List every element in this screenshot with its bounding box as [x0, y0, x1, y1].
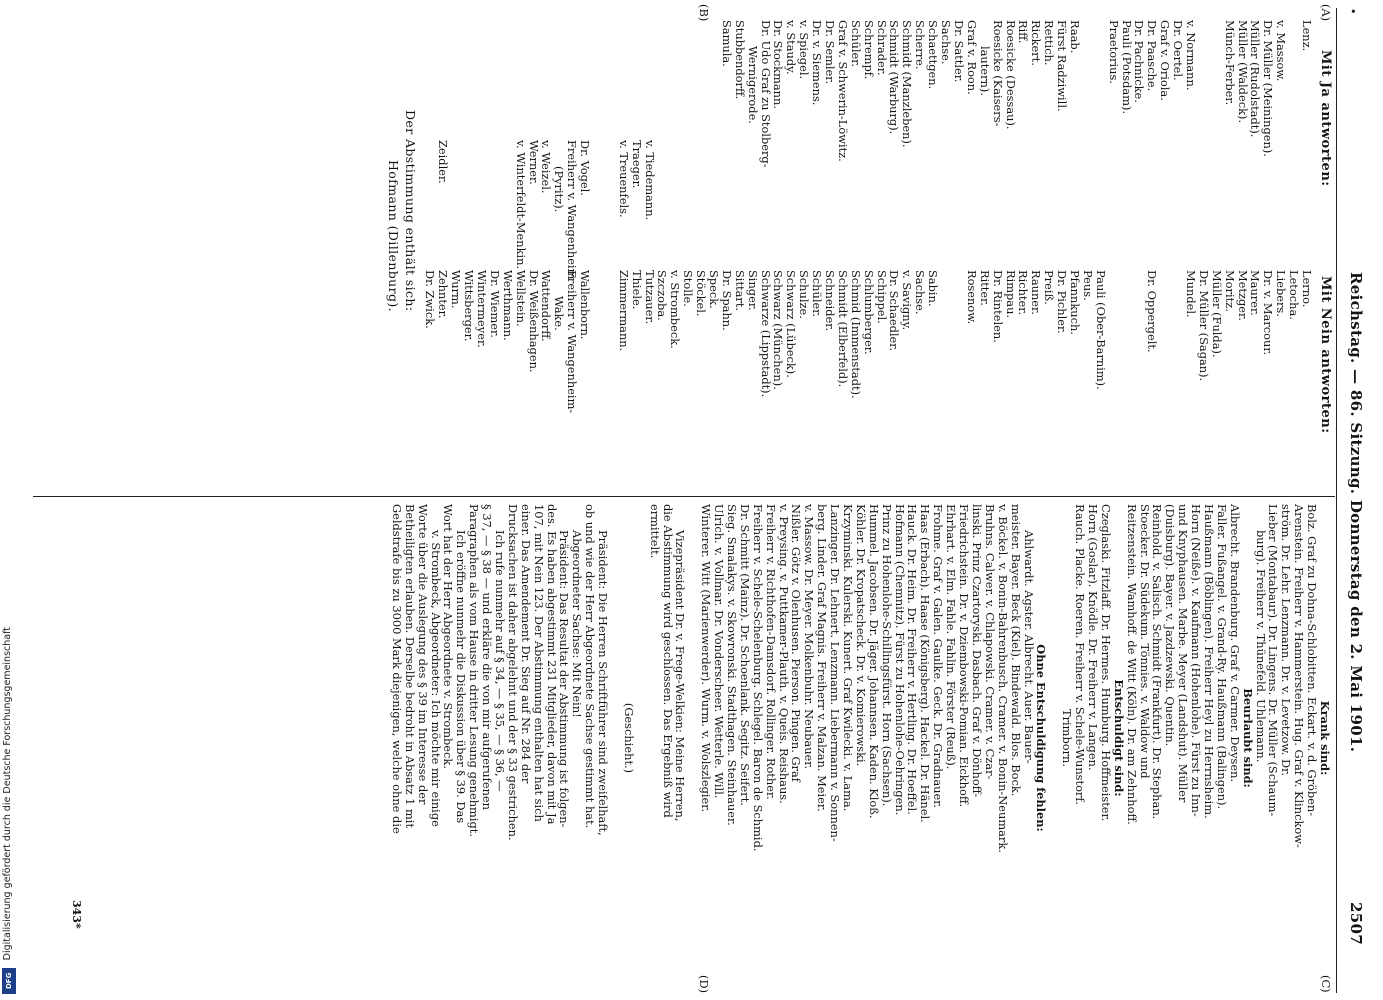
name-entry [591, 270, 604, 496]
name-entry: Dr. Vogel. [578, 140, 593, 196]
ohne-line: Friedrichstein. Dr. v. Dziembowski-Pomian. Eickhoff. [957, 504, 972, 808]
name-entry [1287, 20, 1300, 138]
marker-b: (B) [697, 4, 711, 22]
debate-line: § 37, — § 38 — und erkläre die von mir aufgerufenen [480, 504, 495, 811]
name-entry: Fürst Radziwill. [1055, 20, 1070, 112]
debate-line: 107, mit Nein 123. Der Abstimmung enthalten hat sich [531, 504, 546, 822]
name-entry: Dr. Spahn. [719, 270, 734, 331]
name-entry: Dr. Müller (Meiningen). [1261, 20, 1276, 157]
name-entry: Roesicke (Dessau). [1003, 20, 1018, 130]
debate-line: Vizepräsident Dr. v. Frege-Welkien: Meine Herren, [673, 530, 688, 822]
name-entry: Werner. [526, 140, 541, 185]
ohne-heading: Ohne Entschuldigung fehlen: [1034, 644, 1049, 832]
name-entry: v. Treuenfels. [616, 140, 631, 218]
name-entry [733, 140, 746, 270]
page-dot: • [1346, 8, 1359, 15]
name-entry: Schippel. [874, 270, 889, 324]
name-entry: v. Spiegel. [797, 20, 812, 80]
name-entry [1133, 140, 1146, 270]
name-entry: Dr. Pichler. [1055, 270, 1070, 334]
krank-heading: Krank sind: [1318, 700, 1332, 776]
name-entry [591, 140, 604, 270]
name-entry [1210, 140, 1223, 270]
beurlaubt-line: Reitzenstein. Wamhoff. de Witt (Köln). Dr. am Zehnhoff. [1124, 504, 1139, 825]
name-entry: Samula. [719, 20, 734, 67]
name-entry: Dr. Weißenhagen. [526, 270, 541, 373]
name-entry [1120, 140, 1133, 270]
name-entry: Stöckel. [694, 270, 709, 317]
name-entry: Schüler. [810, 270, 825, 318]
name-entry: Moritz. [1222, 270, 1237, 312]
ja-heading: Mit Ja antworten: [1318, 50, 1333, 187]
ja-list-column-1 [719, 20, 1314, 168]
name-entry: Peus. [1080, 270, 1095, 301]
name-entry [1081, 140, 1094, 270]
ohne-line: Haas (Erbach). Haase (Königsberg). Hackel. Dr. Hänel. [918, 504, 933, 823]
name-entry: Traeger. [629, 140, 644, 189]
name-entry: Mundel. [1183, 270, 1198, 318]
name-entry [1133, 270, 1146, 496]
name-entry: v. Weizel. [539, 140, 554, 194]
name-entry [1158, 270, 1171, 496]
debate-line: des. Es haben abgestimmt 231 Mitglieder, davon mit Ja [544, 504, 559, 825]
debate-line: Drucksachen ist daher abgelehnt und der § 33 gestrichen. [505, 504, 520, 841]
debate-line: Betheiligten erlauben. Derselbe bedroht in Absatz 1 mit [402, 504, 417, 829]
spacer [609, 504, 622, 972]
name-entry [901, 140, 914, 270]
name-entry: Thiele. [629, 270, 644, 310]
name-entry [913, 140, 926, 270]
name-entry [823, 140, 836, 270]
name-entry: Rettich. [1042, 20, 1057, 66]
name-entry: Schrempf. [861, 20, 876, 80]
marker-d: (D) [697, 975, 711, 994]
name-entry [604, 140, 617, 270]
name-entry: Dr. Oppergelt. [1145, 270, 1160, 353]
name-entry: Freiherr v. Wangenheim- [565, 270, 580, 414]
name-entry [656, 140, 669, 270]
name-entry: Riff. [1016, 20, 1031, 44]
beurlaubt-line: Faller. Fußangel. v. Grand-Ry. Haußmann (Balingen). [1214, 504, 1229, 810]
column-divider [33, 496, 1335, 497]
name-entry [952, 140, 965, 270]
name-entry: Dr. Oertel. [1171, 20, 1186, 81]
debate-line: einer. Das Amendement Dr. Sieg auf Nr. 284 der [518, 504, 533, 784]
entschuldigt-line: Horn (Goslar). Knödle. Dr. Freiherr v. Langen. [1085, 504, 1100, 771]
name-entry: Wattendorff. [539, 270, 554, 342]
name-entry: Preiß. [1042, 270, 1057, 305]
name-entry: Zeidler. [436, 140, 451, 184]
name-entry [1236, 140, 1249, 270]
ohne-line: Winterer. Witt (Marienwerder). Wurm. v. Wolszlegier. [699, 504, 714, 813]
name-entry [1017, 140, 1030, 270]
name-entry [475, 140, 488, 270]
name-entry: (Pyritz). [552, 166, 567, 213]
signature-mark: 343* [70, 900, 83, 929]
ohne-line: Köhler. Dr. Kropatscheck. Dr. v. Komierowski. [853, 504, 868, 767]
digitization-strip [0, 0, 20, 1000]
name-entry [1197, 20, 1210, 138]
name-entry: Wurm. [449, 270, 464, 309]
name-entry: Wernigerode. [745, 46, 760, 124]
name-entry [965, 140, 978, 270]
debate-line: Ich eröffne nunmehr die Diskussion über § 39. Das [454, 530, 469, 824]
entschuldigt-line: Czeglaski. Fitzlaff. Dr. Hermes. Humburg. Hoffmeister. [1098, 504, 1113, 822]
name-entry [978, 140, 991, 270]
name-entry: Pfannkuch. [1067, 270, 1082, 335]
name-entry: Dr. Semler. [823, 20, 838, 85]
name-entry: Lenz. [1300, 20, 1314, 52]
name-entry: Rosenow. [964, 270, 979, 325]
name-entry: Praetorius. [1106, 20, 1121, 84]
entschuldigt-line: Rauch. Placke. Roeren. Freiherr v. Schele-Wunstorf. [1073, 504, 1088, 805]
name-entry [1081, 20, 1094, 138]
name-entry: Schüler. [848, 20, 863, 68]
name-entry: Schneider. [823, 270, 838, 332]
name-entry: Scherre. [913, 20, 928, 70]
debate-line: die Abstimmung wird geschlossen. Das Ergebniß wird [660, 504, 675, 818]
beurlaubt-line: Albrecht. Brandenburg. Graf v. Carmer. Deysen. [1227, 504, 1242, 783]
name-entry: Werthmann. [500, 270, 515, 341]
beurlaubt-line: Haußmann (Böblingen). Freiherr Heyl zu Herrnsheim. [1201, 504, 1216, 819]
name-entry [1249, 140, 1262, 270]
name-entry [1171, 270, 1184, 496]
debate-line: Abgeordneter Sachse: Mit Nein! [570, 530, 585, 718]
debate-line: Ich rufe nunmehr auf § 34, — § 35, — § 36, — [493, 530, 507, 792]
marker-a: (A) [1319, 4, 1333, 22]
name-entry: Maurer. [1248, 270, 1263, 316]
name-entry: v. Normann. [1183, 20, 1198, 91]
name-entry: Raab. [1067, 20, 1082, 54]
debate-line: Worte über die Auslegung des § 39 im Interesse der [415, 504, 430, 805]
name-entry [759, 140, 772, 270]
ohne-line: v. Massow. Dr. Meyer. Molkenbuhr. Neubauer. [802, 504, 817, 770]
name-entry [1029, 140, 1042, 270]
name-entry [604, 270, 617, 496]
name-entry: Dr. Stockmann. [771, 20, 786, 109]
spacer [686, 504, 699, 972]
name-entry: Sabin. [926, 270, 941, 307]
name-entry: Graf v. Schwerin-Löwitz. [835, 20, 850, 162]
name-entry [991, 140, 1004, 270]
beurlaubt-line: und Knyphausen. Marbe. Meyer (Landshut). Müller [1176, 504, 1191, 803]
ohne-line: Ahlwardt. Agster. Albrecht. Auer. Bauer- [1021, 530, 1036, 764]
name-entry [810, 140, 823, 270]
krank-line: Bolz. Graf zu Dohna-Schlobitten. Eckart. v. d. Gröben- [1305, 504, 1320, 817]
name-entry: Dr. v. Marcour. [1261, 270, 1276, 356]
name-entry: Tutzauer. [642, 270, 657, 325]
name-entry: Roesicke (Kaisers- [990, 20, 1005, 127]
name-entry: Dr. Zwick. [423, 270, 438, 329]
name-entry: Dr. v. Siemens. [810, 20, 825, 106]
ohne-line: Hummel. Jacobsen. Dr. Jäger. Johannsen. Kaden. Kloß. [866, 504, 881, 819]
ohne-line: linski. Prinz Czartoryski. Dasbach. Graf v. Dönhoff- [969, 504, 984, 798]
ohne-line: Nißler. Götz v. Olenhusen. Pierson. Pingen. Graf [789, 504, 804, 782]
name-entry [1120, 270, 1133, 496]
name-entry: Müller (Waldeck). [1235, 20, 1250, 124]
name-entry [449, 140, 462, 270]
entschuldigt-heading: Entschuldigt sind: [1111, 679, 1126, 797]
name-entry: Münch-Ferber. [1222, 20, 1237, 106]
ohne-line: Ulrich. v. Vollmar. Dr. Vonderscheer. Wetterle. Will. [712, 504, 727, 799]
ohne-line: v. Böckel. v. Bonin-Bahrenbusch. Cramer. v. Bonin-Neumark. [995, 504, 1010, 853]
name-entry: Metzger. [1235, 270, 1250, 321]
page-header-title: Reichstag. — 86. Sitzung. Donnerstag den 2. Mai 1901. [1347, 272, 1365, 753]
name-entry [862, 140, 875, 270]
name-entry: Müller (Rudolstadt). [1248, 20, 1263, 138]
debate-line: Paragraphen als vom Hause in dritter Lesung genehmigt. [467, 504, 482, 837]
name-entry: v. Tiedemann. [642, 140, 657, 221]
digitization-notice: Digitalisierung gefördert durch die Deutsche Forschungsgemeinschaft [2, 626, 13, 960]
beurlaubt-line: Horn (Neiße). v. Kaufmann (Hohenlohe). Fürst zu Inn- [1189, 504, 1204, 817]
name-entry: lautern). [977, 46, 992, 96]
name-entry [1107, 270, 1120, 496]
name-entry: v. Massow. [1274, 20, 1289, 82]
ja-list-column-2 [436, 140, 1313, 280]
name-entry: Müller (Fulda). [1209, 270, 1224, 358]
abstention-name: Hofmann (Dillenburg). [386, 160, 401, 313]
name-entry: Rickert. [1029, 20, 1044, 66]
name-entry [797, 140, 810, 270]
name-entry [1004, 140, 1017, 270]
name-entry: Rauner. [1029, 270, 1044, 315]
debate-line: ermittelt. [647, 504, 662, 559]
name-entry: v. Strombeck. [668, 270, 683, 349]
name-entry: v. Staudy. [784, 20, 799, 75]
name-entry: Wintermeyer. [475, 270, 489, 348]
name-entry [1158, 140, 1171, 270]
name-entry [707, 140, 720, 270]
name-entry: Dr. Sattler. [951, 20, 966, 83]
debate-line: ob und wie der Herr Abgeordnete Sachse gestimmt hat. [583, 504, 598, 829]
name-entry: Singer. [745, 270, 760, 311]
krank-line: burg). Freiherr v. Thünefeld. Uhlemann. [1253, 530, 1268, 763]
name-entry [1223, 140, 1236, 270]
name-entry: Schwarze (Lippstadt). [758, 270, 773, 398]
name-entry [875, 140, 888, 270]
ohne-line: Sieg. Smalakys. v. Skowronski. Stadthagen. Steinhauer. [725, 504, 740, 826]
name-entry: Schlumberger. [861, 270, 876, 355]
name-entry: Szczoba. [655, 270, 670, 321]
name-entry: v. Savigny. [900, 270, 915, 331]
ohne-line: Freiherr v. Schele-Schelenburg. Schlegel. Baron de Schmid. [750, 504, 765, 852]
ohne-line: Prinz zu Hohenlohe-Schillingsfürst. Horn (Sachsen). [879, 504, 894, 807]
name-entry [488, 140, 501, 270]
name-entry: Schaettgen. [926, 20, 941, 90]
ohne-line: Bruhns. Calwer. v. Chlapowski. Cramer. v. Czar- [982, 504, 997, 780]
name-entry: Graf v. Roon. [964, 20, 979, 95]
name-entry: Freiherr v. Wangenheim [565, 140, 580, 280]
name-entry: Schmid (Immenstadt). [848, 270, 863, 399]
ohne-line: Dr. Schmitt (Mainz). Dr. Schoenlank. Segitz. Seifert. [737, 504, 752, 806]
krank-line: ström. Dr. Lehr. Lenzmann. Dr. v. Levetzow. Dr. [1279, 504, 1294, 776]
name-entry: Sachse. [913, 270, 928, 315]
name-entry [1210, 20, 1223, 138]
beurlaubt-line: (Duisburg). Bayer. v. Jazdzewski. Quentin. [1163, 504, 1178, 747]
name-entry: v. Winterfeldt-Menkin. [513, 140, 528, 270]
name-entry [462, 140, 475, 270]
name-entry: Sachse. [939, 20, 954, 65]
name-entry [772, 140, 785, 270]
name-entry [1068, 140, 1081, 270]
name-entry: Schulze. [797, 270, 812, 319]
name-entry: Dr. Wiemer. [487, 270, 502, 338]
name-entry [836, 140, 849, 270]
name-entry: Pauli (Potsdam). [1119, 20, 1134, 115]
ohne-line: Freiherr v. Richthofen-Damsdorf. Rollinger. Rother. [763, 504, 778, 800]
name-entry: Dr. Paasche. [1145, 20, 1160, 92]
name-entry: Wallenborn. [578, 270, 593, 340]
name-entry: Zimmermann. [616, 270, 631, 352]
debate-line: v. Strombeck, Abgeordneter: Ich möchte mir einige [428, 530, 443, 827]
ohne-line: v. Preysing. v. Puttkamer-Plauth. v. Queis. Reishaus. [776, 504, 791, 804]
beurlaubt-heading: Beurlaubt sind: [1240, 688, 1255, 788]
debate-line: (Geschieht.) [621, 702, 636, 774]
name-entry [746, 140, 759, 270]
right-text-column [390, 504, 1331, 972]
name-entry: Letocha. [1287, 270, 1302, 320]
name-entry [1145, 140, 1158, 270]
name-entry [888, 140, 901, 270]
name-entry [681, 140, 694, 270]
name-entry: Schrader. [874, 20, 889, 76]
ohne-line: Hofmann (Chemnitz). Fürst zu Hohenlohe-Oehringen. [892, 504, 907, 816]
debate-line: Präsident: Die Herren Schriftführer sind zweifelhaft, [596, 530, 611, 836]
name-entry [939, 140, 952, 270]
krank-line: Arenstein. Freiherr v. Hammerstein. Hug. Graf v. Klinckow- [1292, 504, 1307, 848]
name-entry [1274, 140, 1287, 270]
name-entry: Zehnter. [436, 270, 451, 319]
name-entry: Schmidt (Elberfeld). [835, 270, 850, 388]
name-entry [694, 140, 707, 270]
name-entry: Wellstein. [513, 270, 528, 327]
name-entry [1197, 140, 1210, 270]
name-entry: Wake. [552, 296, 567, 331]
name-entry: Dr. Schaedler. [887, 270, 902, 352]
name-entry [1287, 140, 1300, 270]
name-entry: Wittsberger. [462, 270, 477, 342]
name-entry: Schwarz (Lübeck). [784, 270, 799, 378]
name-entry [1107, 140, 1120, 270]
ohne-line: Hauck. Dr. Heim. Dr. Freiherr v. Hertling. Dr. Hoeffel. [905, 504, 920, 815]
ohne-line: Krzyminski. Kulerski. Kunert. Graf Kwilecki. v. Lama. [841, 504, 856, 812]
name-entry [1171, 140, 1184, 270]
name-entry: Schwarz (München). [771, 270, 786, 390]
ohne-line: Frohme. Graf v. Galen. Gaulke. Geck. Dr. Gradnauer. [931, 504, 946, 809]
name-entry [501, 140, 514, 270]
name-entry [1261, 140, 1274, 270]
krank-line: Lieber (Montabaur). Dr. Lingens. Dr. Müller (Schaum- [1266, 504, 1281, 817]
name-entry: Schmidt (Manzleben). [900, 20, 915, 148]
spacer [1047, 504, 1060, 972]
name-entry [939, 270, 952, 496]
marker-c: (C) [1319, 975, 1333, 993]
name-entry [720, 140, 733, 270]
name-entry [1300, 140, 1313, 270]
name-entry: Sittart. [732, 270, 747, 312]
ohne-line: meister. Bayer. Beck (Kiel). Bindewald. Blos. Bock. [1008, 504, 1023, 797]
name-entry [849, 140, 862, 270]
name-entry: Dr. Müller (Sagan). [1196, 270, 1211, 382]
name-entry: Rimpau. [1003, 270, 1018, 319]
trimborn-line: Trimborn. [1060, 708, 1075, 768]
ohne-line: berg. Linder. Graf Magnis. Freiherr v. Malzan. Meier. [815, 504, 830, 812]
name-entry [1094, 20, 1107, 138]
name-entry: Lerno. [1300, 270, 1314, 308]
name-entry [668, 140, 681, 270]
name-entry: Speck. [707, 270, 722, 309]
name-entry [1184, 140, 1197, 270]
name-entry [784, 140, 797, 270]
name-entry [1055, 140, 1068, 270]
debate-line: Geldstrafe bis zu 3000 Mark diejenigen, welche ohne die [389, 504, 404, 834]
name-entry: Liebers. [1274, 270, 1289, 317]
name-entry [926, 140, 939, 270]
name-entry: Pauli (Ober-Barnim). [1093, 270, 1108, 390]
nein-heading: Mit Nein antworten: [1318, 276, 1333, 434]
name-entry: Dr. Udo Graf zu Stolberg- [758, 20, 773, 168]
spacer [635, 504, 648, 972]
abstention-label: Der Abstimmung enthält sich: [403, 110, 418, 312]
dfg-logo-icon: DFG [2, 968, 16, 994]
header-rule [1336, 8, 1337, 993]
name-entry: Graf v. Oriola. [1158, 20, 1173, 101]
name-entry: Stolle. [681, 270, 696, 307]
name-entry: Schmidt (Warburg). [887, 20, 902, 135]
debate-line: Wort hat der Herr Abgeordnete v. Strombeck. [441, 504, 456, 769]
nein-list-column [424, 270, 1313, 496]
name-entry: Richter. [1016, 270, 1031, 316]
ohne-line: Ehrhart. v. Elm. Fahle. Fahlin. Förster (Reuß). [944, 504, 959, 770]
page-number: 2507 [1347, 902, 1365, 945]
name-entry: Ritter. [977, 270, 992, 306]
ohne-line: Lanzinger. Dr. Lehnert. Lenzmann. Liebermann v. Sonnen- [828, 504, 843, 842]
name-entry: Dr. Pachnicke. [1132, 20, 1147, 103]
name-entry: Dr. Rintelen. [990, 270, 1005, 343]
debate-line: Präsident: Das Resultat der Abstimmung ist folgen- [557, 530, 572, 828]
name-entry: Stubbendorff. [732, 20, 747, 100]
name-entry [1042, 140, 1055, 270]
beurlaubt-line: Reinhold. v. Salisch. Schmidt (Frankfurt). Dr. Stephan. [1150, 504, 1165, 820]
beurlaubt-line: Stoecker. Dr. Südekum. Tönnies. v. Waldow und [1137, 504, 1152, 779]
name-entry [1094, 140, 1107, 270]
name-entry [952, 270, 965, 496]
